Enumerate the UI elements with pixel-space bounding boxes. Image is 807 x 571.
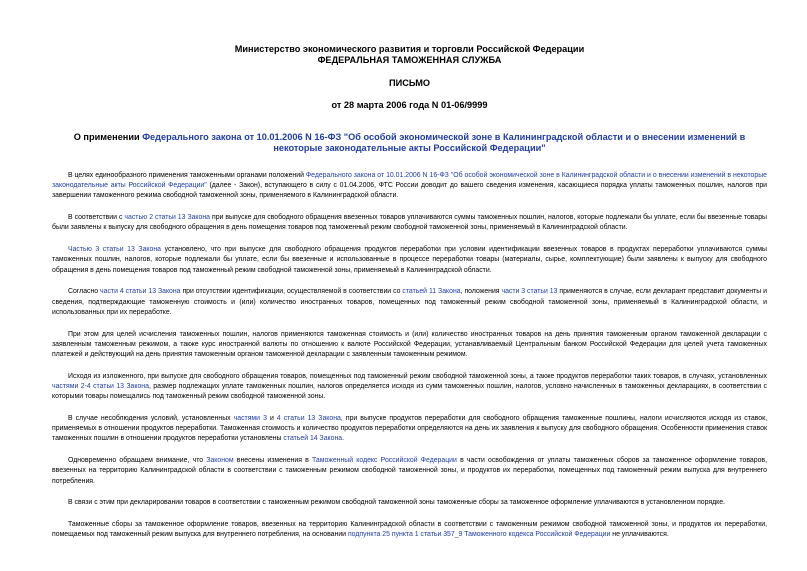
document-type: ПИСЬМО <box>388 78 431 88</box>
paragraph-text: Таможенные сборы за таможенное оформление товаров, ввезенных на территорию Калининградской области в соответствии с таможенным режимом свободной таможенной зоны, и продуктов их переработки, помещаемых под таможенный режим выпуска для внутреннего потребления, на основании <box>52 521 767 539</box>
paragraph-text: при отсутствии идентификации, осуществляемой в соответствии со <box>180 288 403 296</box>
paragraph-text: установлено, что при выпуске для свободного обращения продуктов переработки при условии идентификации ввезенных товаров в продуктах переработки уплачиваются суммы таможенных пошлин, налогов, которые подлежали бы уплате, если бы ввезенные и использованные в процессе переработки товары (материалы, сырье, комплектующие) были заявлены к выпуску для свободного обращения в день помещения товаров под таможенный режим свободной таможенной зоны, применяемый в Калининградской области. <box>52 246 767 274</box>
paragraph-text: В случае несоблюдения условий, установленных <box>68 415 234 423</box>
law-reference-link[interactable]: 4 статьи 13 Закона <box>276 415 341 423</box>
document-date: от 28 марта 2006 года N 01-06/9999 <box>331 100 488 110</box>
paragraph-8 <box>52 456 767 487</box>
paragraph-3 <box>52 245 767 276</box>
law-reference-link[interactable]: Частью 3 статьи 13 Закона <box>68 246 161 254</box>
paragraph-text: применяются в случае, если декларант представит документы и сведения, подтверждающие таможенную стоимость и (или) количество иностранных товаров, помещенных под таможенный режим свободной таможенной зоны, применяемый в Калининградской области, и использованных при их переработке. <box>52 288 767 316</box>
paragraph-text: В соответствии с <box>68 214 125 222</box>
law-reference-link[interactable]: подпункта 25 пункта 1 статьи 357_9 Таможенного кодекса Российской Федерации <box>347 531 611 539</box>
law-reference-link[interactable]: Таможенный кодекс Российской Федерации <box>312 457 457 465</box>
paragraph-text: В связи с этим при декларировании товаров в соответствии с таможенным режимом свободной таможенной зоны таможенные сборы за таможенное оформление уплачиваются в установленном порядке. <box>68 499 725 507</box>
paragraph-text: не уплачиваются. <box>610 531 669 539</box>
paragraph-text: Одновременно обращаем внимание, что <box>68 457 207 465</box>
law-reference-link[interactable]: Законом <box>206 457 234 465</box>
paragraph-text: внесены изменения в <box>233 457 313 465</box>
paragraph-text: Согласно <box>68 288 101 296</box>
paragraph-10 <box>52 520 767 540</box>
paragraph-9 <box>52 498 767 508</box>
subject-prefix: О применении <box>73 132 143 142</box>
paragraph-4 <box>52 287 767 318</box>
document-subject <box>52 132 767 154</box>
law-reference-link[interactable]: частями 3 <box>233 415 267 423</box>
law-reference-link[interactable]: Федерального закона от 10.01.2006 N 16-ФЗ "Об особой экономической зоне в Калининградской области и о внесении изменений в некоторые законодательные акты Российской Федерации" <box>52 172 767 190</box>
paragraph-text: , при выпуске продуктов переработки для свободного обращения таможенные пошлины, налоги исчисляются исходя из ставок, применяемых в отношении продуктов переработки. Таможенная стоимость и количество продуктов переработки определяются на день их заявления к выпуску для свободного обращения. Особенности применения ставок таможенных пошлин в отношении продуктов переработки установлены <box>52 415 767 443</box>
law-reference-link[interactable]: частями 2-4 статьи 13 Закона <box>52 383 149 391</box>
paragraph-7 <box>52 414 767 445</box>
paragraph-text: В целях единообразного применения таможенными органами положений <box>68 172 306 179</box>
law-reference-link[interactable]: статьей 11 Закона <box>402 288 461 296</box>
ministry-name: Министерство экономического развития и торговли Российской Федерации <box>234 44 585 54</box>
paragraph-1 <box>52 171 767 202</box>
paragraph-text: при выпуске для свободного обращения ввезенных товаров уплачиваются суммы таможенных пошлин, налогов, которые подлежали бы уплате, если бы ввезенные товары были заявлены к выпуску для свободного обращения в день помещения товаров под таможенный режим свободной таможенной зоны, применяемый в Калининградской области. <box>52 214 768 232</box>
paragraph-text: , размер подлежащих уплате таможенных пошлин, налогов определяется исходя из сумм таможенных пошлин, налогов, условно начисленных в таможенных декларациях, в соответствии с которыми товары помещались под таможенный режим свободной таможенной зоны. <box>52 383 768 401</box>
subject-law-link[interactable]: Федерального закона от 10.01.2006 N 16-ФЗ "Об особой экономической зоне в Калининградской области и о внесении изменений в некоторые законодательные акты Российской Федерации" <box>142 132 746 153</box>
paragraph-text: , положения <box>460 288 502 296</box>
paragraph-text: в части освобождения от уплаты таможенных сборов за таможенное оформление товаров, ввезенных на территорию Калининградской области в соответствии с таможенным режимом свободной таможенной зоны, и продуктов их переработки, помещенных под таможенный режим выпуска для внутреннего потребления. <box>52 457 767 485</box>
paragraph-text: и <box>266 415 277 423</box>
service-name: ФЕДЕРАЛЬНАЯ ТАМОЖЕННАЯ СЛУЖБА <box>317 55 502 65</box>
paragraph-text: (далее - Закон), вступающего в силу с 01.04.2006, ФТС России доводит до вашего сведения изменения, касающиеся порядка уплаты таможенных пошлин, налогов при завершении таможенного режима свободной таможенной зоны, применяемого в Калининградской области. <box>52 182 768 200</box>
law-reference-link[interactable]: части 4 статьи 13 Закона <box>100 288 181 296</box>
paragraph-text: Исходя из изложенного, при выпуске для свободного обращения товаров, помещенных под таможенный режим свободной таможенной зоны, а также продуктов переработки таких товаров, в случаях, установленных <box>68 372 767 380</box>
paragraph-text: . <box>342 435 345 443</box>
paragraph-6 <box>52 372 767 403</box>
law-reference-link[interactable]: частью 2 статьи 13 Закона <box>124 214 210 222</box>
paragraph-2 <box>52 213 767 233</box>
document-body <box>52 171 767 541</box>
law-reference-link[interactable]: статьей 14 Закона <box>283 435 343 443</box>
paragraph-5 <box>52 330 767 361</box>
paragraph-text: При этом для целей исчисления таможенных пошлин, налогов применяются таможенная стоимость и (или) количество иностранных товаров на день принятия таможенным органом таможенной декларации с заявленным таможенным режимом, а также курс иностранной валюты по отношению к валюте Российской Федерации, устанавливаемый Центральным банком Российской Федерации для целей учета таможенных платежей и действующий на день принятия таможенным органом таможенной декларации с заявленным таможенным режимом. <box>52 330 767 359</box>
document-header <box>52 44 767 66</box>
law-reference-link[interactable]: части 3 статьи 13 <box>501 288 558 296</box>
